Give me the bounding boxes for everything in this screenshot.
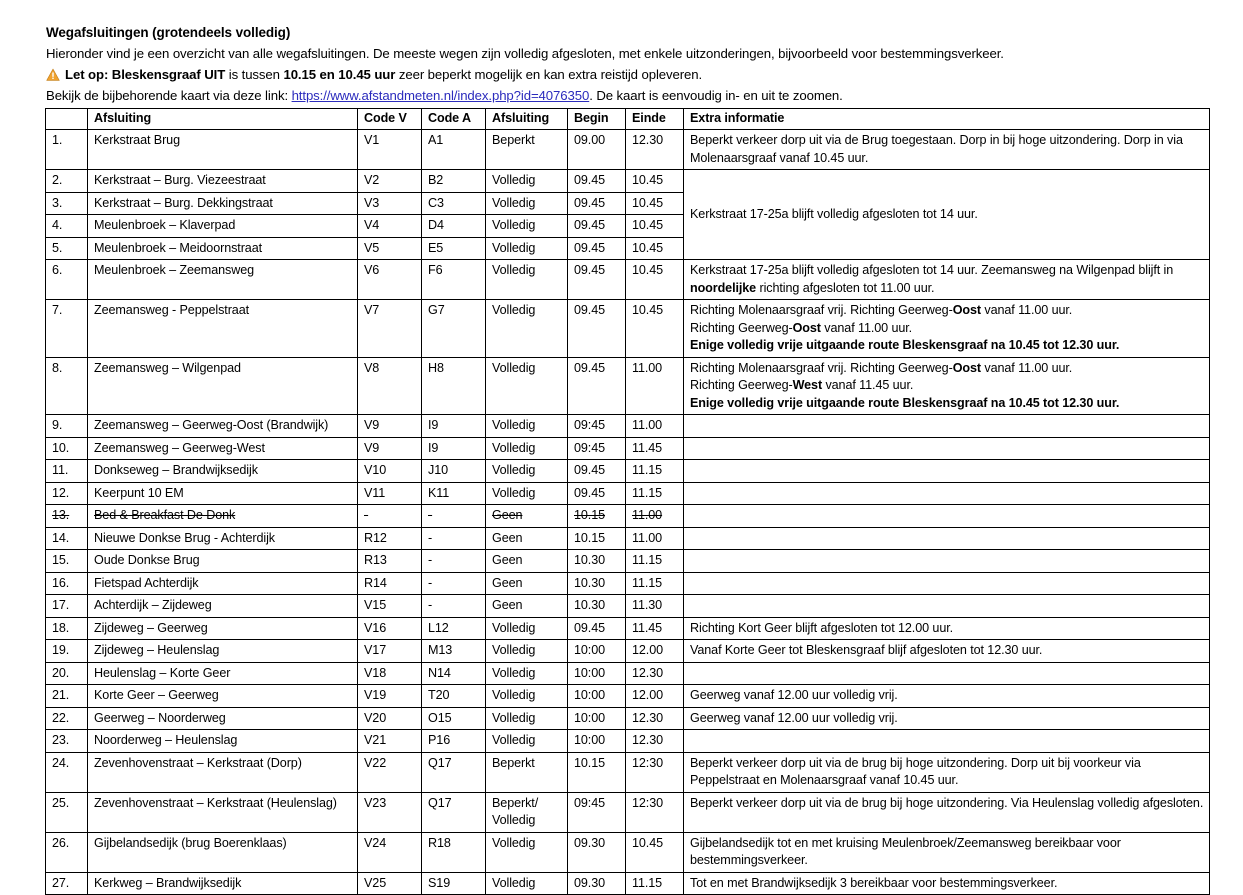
row-afsluiting: Meulenbroek – Meidoornstraat	[88, 237, 358, 260]
col-header-begin: Begin	[568, 109, 626, 130]
table-row	[46, 260, 1210, 300]
row-number: 23.	[46, 730, 88, 753]
row-extra	[684, 550, 1210, 573]
row-code-a: D4	[422, 215, 486, 238]
row-code-v: V5	[358, 237, 422, 260]
row-extra	[684, 527, 1210, 550]
map-link-line	[46, 86, 1226, 105]
row-type: Geen	[486, 505, 568, 528]
row-afsluiting: Donkseweg – Brandwijksedijk	[88, 460, 358, 483]
row-afsluiting: Zeemansweg – Wilgenpad	[88, 357, 358, 415]
row-extra	[684, 437, 1210, 460]
row-afsluiting: Meulenbroek – Klaverpad	[88, 215, 358, 238]
row-code-v: V18	[358, 662, 422, 685]
row-extra: Gijbelandsedijk tot en met kruising Meulenbroek/Zeemansweg bereikbaar voor bestemmingsverkeer.	[684, 832, 1210, 872]
row-code-v: V9	[358, 415, 422, 438]
row-type: Geen	[486, 527, 568, 550]
intro-paragraph: Hieronder vind je een overzicht van alle wegafsluitingen. De meeste wegen zijn volledig afgesloten, met enkele uitzonderingen, bijvoorbeeld voor bestemmingsverkeer.	[46, 46, 1004, 61]
table-row	[46, 752, 1210, 792]
row-einde: 10.45	[626, 192, 684, 215]
road-closures-table	[45, 108, 1210, 895]
row-begin: 10:00	[568, 685, 626, 708]
row-number: 17.	[46, 595, 88, 618]
row-code-v: -	[358, 505, 422, 528]
col-header-number	[46, 109, 88, 130]
row-begin: 10:00	[568, 730, 626, 753]
row-extra: Richting Kort Geer blijft afgesloten tot 12.00 uur.	[684, 617, 1210, 640]
row-einde: 11.15	[626, 482, 684, 505]
row-einde: 10.45	[626, 260, 684, 300]
row-number: 11.	[46, 460, 88, 483]
row-afsluiting: Zeemansweg - Peppelstraat	[88, 300, 358, 358]
row-code-a: I9	[422, 437, 486, 460]
table-row	[46, 550, 1210, 573]
row-extra-line-3: Enige volledig vrije uitgaande route Bleskensgraaf na 10.45 tot 12.30 uur.	[690, 395, 1120, 410]
row-code-v: V7	[358, 300, 422, 358]
row-einde: 10.45	[626, 300, 684, 358]
row-type: Volledig	[486, 730, 568, 753]
row-einde: 10.45	[626, 170, 684, 193]
row-afsluiting: Zeemansweg – Geerweg-West	[88, 437, 358, 460]
row-einde: 11.00	[626, 415, 684, 438]
row-afsluiting: Zijdeweg – Heulenslag	[88, 640, 358, 663]
row-number: 9.	[46, 415, 88, 438]
row-begin: 09.45	[568, 300, 626, 358]
row-begin: 10:00	[568, 707, 626, 730]
row-number: 10.	[46, 437, 88, 460]
row-code-a: S19	[422, 872, 486, 895]
row-extra-line-1: Richting Molenaarsgraaf vrij. Richting Geerweg-Oost vanaf 11.00 uur.	[690, 360, 1073, 375]
row-code-a: O15	[422, 707, 486, 730]
row-extra-merged: Kerkstraat 17-25a blijft volledig afgesloten tot 14 uur.	[684, 170, 1210, 260]
warning-line	[46, 65, 1226, 84]
row-number: 26.	[46, 832, 88, 872]
row-number: 6.	[46, 260, 88, 300]
row-einde: 12.00	[626, 640, 684, 663]
row-code-v: V20	[358, 707, 422, 730]
row-code-v: V4	[358, 215, 422, 238]
row-begin: 09:45	[568, 437, 626, 460]
row-number: 3.	[46, 192, 88, 215]
row-code-v: V25	[358, 872, 422, 895]
row-einde: 12.30	[626, 707, 684, 730]
row-extra: Tot en met Brandwijksedijk 3 bereikbaar voor bestemmingsverkeer.	[684, 872, 1210, 895]
row-type: Beperkt	[486, 752, 568, 792]
row-afsluiting: Zevenhovenstraat – Kerkstraat (Heulenslag)	[88, 792, 358, 832]
row-extra-line-2: Richting Geerweg-West vanaf 11.45 uur.	[690, 378, 914, 392]
row-afsluiting: Zeemansweg – Geerweg-Oost (Brandwijk)	[88, 415, 358, 438]
row-code-v: V3	[358, 192, 422, 215]
row-type: Volledig	[486, 170, 568, 193]
row-extra-line-2: Richting Geerweg-Oost vanaf 11.00 uur.	[690, 320, 913, 335]
row-extra	[684, 460, 1210, 483]
col-header-code-a: Code A	[422, 109, 486, 130]
row-einde: 11.15	[626, 460, 684, 483]
row-einde: 10.45	[626, 832, 684, 872]
row-einde: 10.45	[626, 215, 684, 238]
row-einde: 10.45	[626, 237, 684, 260]
row-code-v: V11	[358, 482, 422, 505]
table-row	[46, 685, 1210, 708]
row-code-v: V17	[358, 640, 422, 663]
row-code-v: V15	[358, 595, 422, 618]
table-row	[46, 415, 1210, 438]
row-number: 1.	[46, 130, 88, 170]
row-code-a: -	[422, 550, 486, 573]
row-afsluiting: Meulenbroek – Zeemansweg	[88, 260, 358, 300]
row-extra-line-3: Enige volledig vrije uitgaande route Bleskensgraaf na 10.45 tot 12.30 uur.	[690, 338, 1120, 352]
row-einde: 11.15	[626, 550, 684, 573]
row-code-a: -	[422, 572, 486, 595]
row-begin: 09.45	[568, 192, 626, 215]
row-number: 15.	[46, 550, 88, 573]
row-begin: 10.30	[568, 572, 626, 595]
row-code-a: G7	[422, 300, 486, 358]
row-code-a: -	[422, 505, 486, 528]
row-number: 4.	[46, 215, 88, 238]
row-afsluiting: Fietspad Achterdijk	[88, 572, 358, 595]
row-type: Volledig	[486, 872, 568, 895]
row-begin: 09.45	[568, 482, 626, 505]
row-type: Volledig	[486, 237, 568, 260]
row-afsluiting: Gijbelandsedijk (brug Boerenklaas)	[88, 832, 358, 872]
row-afsluiting: Keerpunt 10 EM	[88, 482, 358, 505]
table-row	[46, 662, 1210, 685]
row-code-a: C3	[422, 192, 486, 215]
table-row	[46, 640, 1210, 663]
row-einde: 11.15	[626, 572, 684, 595]
table-row	[46, 595, 1210, 618]
table-row	[46, 572, 1210, 595]
row-einde: 11.45	[626, 617, 684, 640]
row-begin: 10:00	[568, 640, 626, 663]
table-row	[46, 300, 1210, 358]
row-code-a: B2	[422, 170, 486, 193]
row-code-v: V1	[358, 130, 422, 170]
row-einde: 12:30	[626, 752, 684, 792]
row-afsluiting: Noorderweg – Heulenslag	[88, 730, 358, 753]
row-extra	[684, 505, 1210, 528]
table-row	[46, 130, 1210, 170]
row-code-v: V23	[358, 792, 422, 832]
table-row	[46, 527, 1210, 550]
row-number: 2.	[46, 170, 88, 193]
row-begin: 09.45	[568, 215, 626, 238]
row-begin: 09.45	[568, 357, 626, 415]
col-header-code-v: Code V	[358, 109, 422, 130]
table-row	[46, 437, 1210, 460]
row-einde: 11.00	[626, 505, 684, 528]
row-code-v: V2	[358, 170, 422, 193]
map-link-before: Bekijk de bijbehorende kaart via deze link:	[46, 88, 292, 103]
row-code-v: R14	[358, 572, 422, 595]
row-afsluiting: Kerkstraat – Burg. Viezeestraat	[88, 170, 358, 193]
row-extra	[684, 572, 1210, 595]
table-row	[46, 357, 1210, 415]
row-code-v: V22	[358, 752, 422, 792]
row-code-a: Q17	[422, 792, 486, 832]
row-code-v: R13	[358, 550, 422, 573]
row-number: 18.	[46, 617, 88, 640]
row-code-v: V19	[358, 685, 422, 708]
row-begin: 09.45	[568, 237, 626, 260]
row-begin: 09.00	[568, 130, 626, 170]
row-afsluiting: Kerkweg – Brandwijksedijk	[88, 872, 358, 895]
row-number: 8.	[46, 357, 88, 415]
row-begin: 09:45	[568, 415, 626, 438]
row-begin: 10.30	[568, 550, 626, 573]
map-link[interactable]: https://www.afstandmeten.nl/index.php?id=4076350	[291, 88, 590, 103]
row-begin: 10.30	[568, 595, 626, 618]
row-extra: Vanaf Korte Geer tot Bleskensgraaf blijf afgesloten tot 12.30 uur.	[684, 640, 1210, 663]
row-begin: 09.45	[568, 617, 626, 640]
row-type: Volledig	[486, 832, 568, 872]
row-extra	[684, 595, 1210, 618]
row-type: Volledig	[486, 617, 568, 640]
row-begin: 09.30	[568, 872, 626, 895]
row-begin: 10.15	[568, 752, 626, 792]
row-code-a: R18	[422, 832, 486, 872]
row-extra	[684, 482, 1210, 505]
row-extra: Beperkt verkeer dorp uit via de Brug toegestaan. Dorp in bij hoge uitzondering. Dorp in via Molenaarsgraaf vanaf 10.45 uur.	[684, 130, 1210, 170]
row-extra-line-1: Richting Molenaarsgraaf vrij. Richting Geerweg-Oost vanaf 11.00 uur.	[690, 303, 1073, 317]
row-type: Volledig	[486, 685, 568, 708]
warning-suffix: zeer beperkt mogelijk en kan extra reistijd opleveren.	[395, 67, 703, 82]
table-header-row	[46, 109, 1210, 130]
col-header-type: Afsluiting	[486, 109, 568, 130]
row-type: Volledig	[486, 662, 568, 685]
row-number: 25.	[46, 792, 88, 832]
col-header-extra: Extra informatie	[684, 109, 1210, 130]
row-type: Volledig	[486, 192, 568, 215]
row-afsluiting: Geerweg – Noorderweg	[88, 707, 358, 730]
table-row	[46, 170, 1210, 193]
row-extra	[684, 662, 1210, 685]
table-row	[46, 707, 1210, 730]
row-code-a: F6	[422, 260, 486, 300]
row-code-a: T20	[422, 685, 486, 708]
intro-block	[46, 24, 1226, 107]
row-begin: 09.45	[568, 170, 626, 193]
row-einde: 11.15	[626, 872, 684, 895]
row-type: Volledig	[486, 357, 568, 415]
row-afsluiting: Achterdijk – Zijdeweg	[88, 595, 358, 618]
row-number: 19.	[46, 640, 88, 663]
table-row	[46, 617, 1210, 640]
row-code-a: -	[422, 595, 486, 618]
page-title: Wegafsluitingen (grotendeels volledig)	[46, 25, 291, 40]
row-extra	[684, 300, 1210, 358]
row-code-v: V10	[358, 460, 422, 483]
warning-mid: is tussen	[225, 67, 284, 82]
row-afsluiting: Heulenslag – Korte Geer	[88, 662, 358, 685]
row-code-a: H8	[422, 357, 486, 415]
row-extra: Kerkstraat 17-25a blijft volledig afgesloten tot 14 uur. Zeemansweg na Wilgenpad blijft in noordelijke richting afgesloten tot 11.00 uur.	[684, 260, 1210, 300]
row-type: Volledig	[486, 460, 568, 483]
row-begin: 10.15	[568, 505, 626, 528]
row-begin: 09:45	[568, 792, 626, 832]
row-number: 12.	[46, 482, 88, 505]
row-type: Beperkt/ Volledig	[486, 792, 568, 832]
row-extra: Geerweg vanaf 12.00 uur volledig vrij.	[684, 707, 1210, 730]
row-begin: 10.15	[568, 527, 626, 550]
table-row	[46, 872, 1210, 895]
row-code-a: I9	[422, 415, 486, 438]
row-number: 20.	[46, 662, 88, 685]
row-code-v: V16	[358, 617, 422, 640]
row-code-a: -	[422, 527, 486, 550]
row-number: 13.	[46, 505, 88, 528]
row-code-v: V6	[358, 260, 422, 300]
row-number: 14.	[46, 527, 88, 550]
row-code-a: J10	[422, 460, 486, 483]
row-type: Volledig	[486, 640, 568, 663]
row-extra	[684, 730, 1210, 753]
row-begin: 10:00	[568, 662, 626, 685]
row-code-a: E5	[422, 237, 486, 260]
row-number: 27.	[46, 872, 88, 895]
table-row-cancelled	[46, 505, 1210, 528]
row-type: Geen	[486, 595, 568, 618]
row-einde: 11.45	[626, 437, 684, 460]
row-afsluiting: Kerkstraat Brug	[88, 130, 358, 170]
table-row	[46, 730, 1210, 753]
row-type: Volledig	[486, 415, 568, 438]
row-extra: Beperkt verkeer dorp uit via de brug bij hoge uitzondering. Via Heulenslag volledig afgesloten.	[684, 792, 1210, 832]
row-afsluiting: Nieuwe Donkse Brug - Achterdijk	[88, 527, 358, 550]
row-number: 7.	[46, 300, 88, 358]
row-begin: 09.45	[568, 260, 626, 300]
row-type: Volledig	[486, 437, 568, 460]
warning-triangle-icon	[46, 68, 60, 82]
table-row	[46, 482, 1210, 505]
row-type: Geen	[486, 550, 568, 573]
row-code-a: K11	[422, 482, 486, 505]
row-code-v: R12	[358, 527, 422, 550]
warning-time: 10.15 en 10.45 uur	[283, 67, 396, 82]
row-begin: 09.30	[568, 832, 626, 872]
row-einde: 12.30	[626, 662, 684, 685]
row-afsluiting: Oude Donkse Brug	[88, 550, 358, 573]
row-code-a: A1	[422, 130, 486, 170]
row-extra	[684, 415, 1210, 438]
row-extra: Geerweg vanaf 12.00 uur volledig vrij.	[684, 685, 1210, 708]
table-row	[46, 832, 1210, 872]
row-type: Volledig	[486, 482, 568, 505]
table-row	[46, 792, 1210, 832]
row-afsluiting: Zevenhovenstraat – Kerkstraat (Dorp)	[88, 752, 358, 792]
row-afsluiting: Zijdeweg – Geerweg	[88, 617, 358, 640]
row-extra: Beperkt verkeer dorp uit via de brug bij hoge uitzondering. Dorp uit bij voorkeur via Peppelstraat en Molenaarsgraaf vanaf 10.45 uur.	[684, 752, 1210, 792]
map-link-after: . De kaart is eenvoudig in- en uit te zoomen.	[589, 88, 843, 103]
row-code-a: M13	[422, 640, 486, 663]
row-afsluiting: Kerkstraat – Burg. Dekkingstraat	[88, 192, 358, 215]
row-begin: 09.45	[568, 460, 626, 483]
col-header-einde: Einde	[626, 109, 684, 130]
row-type: Geen	[486, 572, 568, 595]
warning-text	[65, 65, 702, 84]
row-code-v: V24	[358, 832, 422, 872]
table-row	[46, 460, 1210, 483]
row-einde: 12:30	[626, 792, 684, 832]
row-number: 24.	[46, 752, 88, 792]
row-code-a: L12	[422, 617, 486, 640]
row-code-a: P16	[422, 730, 486, 753]
row-einde: 12.30	[626, 730, 684, 753]
row-einde: 12.00	[626, 685, 684, 708]
row-type: Volledig	[486, 300, 568, 358]
row-number: 22.	[46, 707, 88, 730]
row-afsluiting: Korte Geer – Geerweg	[88, 685, 358, 708]
row-code-a: N14	[422, 662, 486, 685]
row-type: Volledig	[486, 707, 568, 730]
row-number: 5.	[46, 237, 88, 260]
row-number: 16.	[46, 572, 88, 595]
row-number: 21.	[46, 685, 88, 708]
row-einde: 11.00	[626, 527, 684, 550]
row-extra	[684, 357, 1210, 415]
row-code-v: V8	[358, 357, 422, 415]
row-einde: 12.30	[626, 130, 684, 170]
row-einde: 11.30	[626, 595, 684, 618]
row-einde: 11.00	[626, 357, 684, 415]
row-code-v: V21	[358, 730, 422, 753]
row-type: Beperkt	[486, 130, 568, 170]
warning-prefix: Let op: Bleskensgraaf UIT	[65, 67, 226, 82]
row-type: Volledig	[486, 260, 568, 300]
col-header-afsluiting: Afsluiting	[88, 109, 358, 130]
row-afsluiting: Bed & Breakfast De Donk	[88, 505, 358, 528]
row-code-v: V9	[358, 437, 422, 460]
row-type: Volledig	[486, 215, 568, 238]
row-code-a: Q17	[422, 752, 486, 792]
